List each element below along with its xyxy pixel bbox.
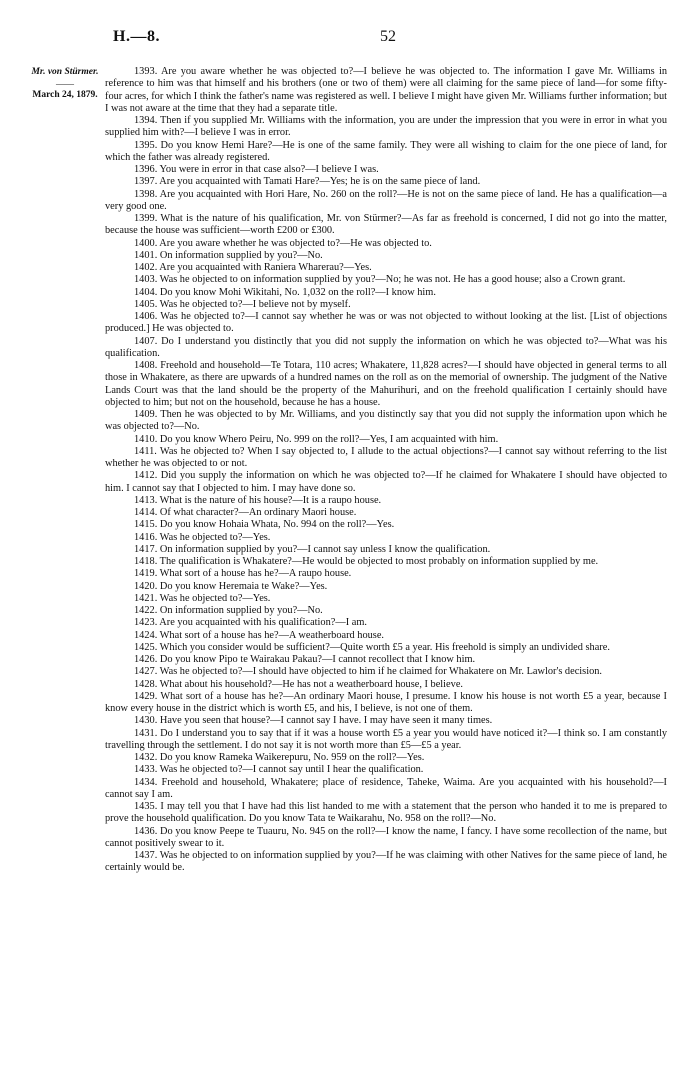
paragraph: 1397. Are you acquainted with Tamati Hare?—Yes; he is on the same piece of land. — [134, 176, 481, 188]
margin-note — [27, 66, 103, 102]
paragraph: 1420. Do you know Heremaia te Wake?—Yes. — [134, 580, 328, 592]
paragraph: 1425. Which you consider would be sufficient?—Quite worth £5 a year. His freehold is simply an undivided share. — [134, 641, 610, 653]
paragraph: 1435. I may tell you that I have had this list handed to me with a statement that the person who handed it to me is prepared to prove the household qualification. Do you know Tata te Waikarahu, No. 958 on the roll?—No. — [105, 801, 667, 825]
paragraph: 1399. What is the nature of his qualification, Mr. von Stürmer?—As far as freehold is concerned, I did not go into the matter, because the house was sufficient—worth £200 or £300. — [105, 213, 667, 237]
paragraph: 1437. Was he objected to on information supplied by you?—If he was claiming with other Natives for the same piece of land, he certainly would be. — [105, 850, 667, 874]
paragraph: 1419. What sort of a house has he?—A raupo house. — [134, 568, 352, 580]
paragraph: 1395. Do you know Hemi Hare?—He is one of the same family. They were all wishing to claim for the one piece of land, for which the father was already registered. — [105, 139, 667, 163]
paragraph: 1422. On information supplied by you?—No. — [134, 605, 323, 616]
paragraph: 1403. Was he objected to on information supplied by you?—No; he was not. He has a good house; also a Crown grant. — [134, 274, 626, 286]
paragraph: 1432. Do you know Rameka Waikerepuru, No. 959 on the roll?—Yes. — [134, 752, 425, 763]
paragraph: 1398. Are you acquainted with Hori Hare, No. 260 on the roll?—He is not on the same piece of land. He has a qualification—a very good one. — [105, 188, 667, 212]
paragraph: 1406. Was he objected to?—I cannot say whether he was or was not objected to without looking at the list. [List of objections produced.] He was objected to. — [105, 311, 667, 335]
paragraph: 1407. Do I understand you distinctly that you did not supply the information on which he was objected to?—What was his qualification. — [105, 335, 667, 359]
paragraph: 1428. What about his household?—He has not a weatherboard house, I believe. — [134, 678, 463, 690]
paragraph: 1421. Was he objected to?—Yes. — [134, 592, 271, 604]
paragraph: 1418. The qualification is Whakatere?—He would be objected to most probably on information supplied by me. — [134, 556, 599, 567]
paragraph: 1436. Do you know Peepe te Tuauru, No. 945 on the roll?—I know the name, I fancy. I have some recollection of the name, but cannot positively swear to it. — [105, 825, 667, 849]
paragraph: 1411. Was he objected to? When I say objected to, I allude to the actual objections?—I cannot say without referring to the list whether he was objected to or not. — [105, 445, 667, 469]
paragraph: 1434. Freehold and household, Whakatere; place of residence, Taheke, Waima. Are you acquainted with his household?—I cannot say I am. — [105, 776, 667, 800]
paragraph: 1430. Have you seen that house?—I cannot say I have. I may have seen it many times. — [134, 715, 493, 727]
document-reference: H.—8. — [113, 28, 160, 45]
paragraph: 1402. Are you acquainted with Raniera Wharerau?—Yes. — [134, 262, 372, 273]
paragraph: 1433. Was he objected to?—I cannot say until I hear the qualification. — [134, 764, 424, 776]
paragraph: 1426. Do you know Pipo te Wairakau Pakau?—I cannot recollect that I know him. — [134, 654, 476, 665]
page-number: 52 — [380, 28, 396, 45]
paragraph: 1401. On information supplied by you?—No. — [134, 249, 323, 261]
paragraph: 1394. Then if you supplied Mr. Williams with the information, you are under the impression that you were in error in what you supplied him with?—I believe I was in error. — [105, 115, 667, 139]
paragraph: 1424. What sort of a house has he?—A weatherboard house. — [134, 629, 385, 641]
testimony-body — [105, 66, 667, 875]
paragraph: 1396. You were in error in that case also?—I believe I was. — [134, 164, 379, 175]
paragraph: 1423. Are you acquainted with his qualification?—I am. — [134, 617, 367, 629]
paragraph: 1414. Of what character?—An ordinary Maori house. — [134, 507, 357, 518]
paragraph: 1429. What sort of a house has he?—An ordinary Maori house, I presume. I know his house is not worth £5 a year, because I know every house in the district which is worth £5, and his, I believe, is not one of them. — [105, 690, 667, 714]
witness-name: Mr. von Stürmer. — [31, 67, 99, 77]
paragraph: 1412. Did you supply the information on which he was objected to?—If he claimed for Whakatere I should have objected to him. I cannot say that I objected to him. I may have done so. — [105, 470, 667, 494]
paragraph: 1409. Then he was objected to by Mr. Williams, and you distinctly say that you did not supply the information upon which he was objected to?—No. — [105, 409, 667, 433]
paragraph: 1410. Do you know Whero Peiru, No. 999 on the roll?—Yes, I am acquainted with him. — [134, 433, 499, 445]
hearing-date: March 24, 1879. — [32, 90, 98, 100]
paragraph: 1415. Do you know Hohaia Whata, No. 994 on the roll?—Yes. — [134, 519, 395, 531]
paragraph: 1417. On information supplied by you?—I cannot say unless I know the qualification. — [134, 543, 491, 555]
margin-dash: —— — [56, 79, 74, 89]
paragraph: 1400. Are you aware whether he was objected to?—He was objected to. — [134, 237, 432, 249]
paragraph: 1431. Do I understand you to say that if it was a house worth £5 a year you would have noticed it?—I think so. I am constantly travelling through the settlement. I do not say it is not worth more than £5—£5 a year. — [105, 727, 667, 751]
paragraph: 1416. Was he objected to?—Yes. — [134, 531, 271, 543]
paragraph: 1413. What is the nature of his house?—It is a raupo house. — [134, 494, 382, 506]
paragraph: 1408. Freehold and household—Te Totara, 110 acres; Whakatere, 11,828 acres?—I should have objected in general terms to all those in Whakatere, as there are upwards of a hundred names on the roll as on the memorial of ownership. The judgment of the Native Lands Court was that the land should be the property of the Mahurihuri, and on the freehold qualification I certainly should have objected to him; but not on the household, because he has a house. — [105, 360, 667, 408]
paragraph: 1405. Was he objected to?—I believe not by myself. — [134, 298, 351, 310]
page-header — [0, 28, 700, 48]
paragraph: 1393. Are you aware whether he was objected to?—I believe he was objected to. The information I gave Mr. Williams in reference to him was that himself and his brothers (one or two of them) were all claiming for the same piece of land—for some fifty-four acres, for which I think the father's name was registered as well. I believe I might have given Mr. Williams further information; but I was not aware at the time that they had a separate title. — [105, 66, 667, 114]
paragraph: 1404. Do you know Mohi Wikitahi, No. 1,032 on the roll?—I know him. — [134, 286, 436, 298]
paragraph: 1427. Was he objected to?—I should have objected to him if he claimed for Whakatere on Mr. Lawlor's decision. — [134, 666, 602, 678]
